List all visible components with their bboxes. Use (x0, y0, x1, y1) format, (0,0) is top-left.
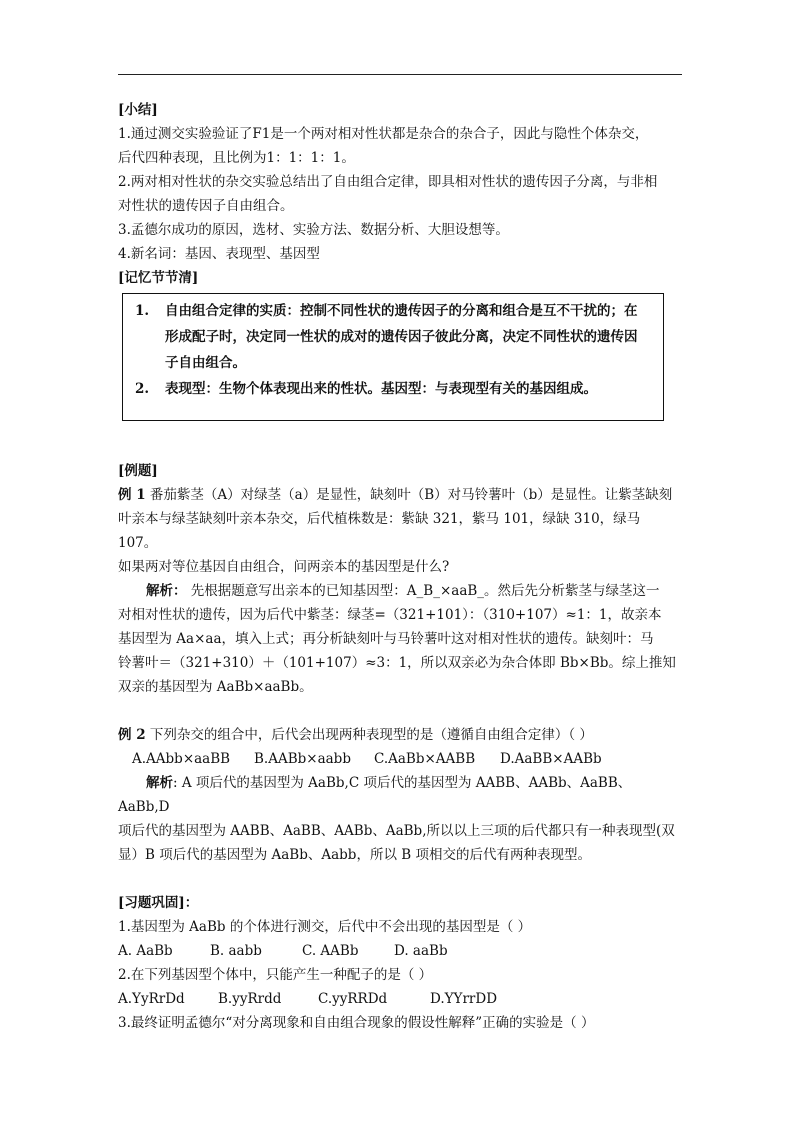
example2-option: C.AaBb×AABB (374, 751, 476, 767)
example1-line: 叶亲本与绿茎缺刻叶亲本杂交，后代植株数是：紫缺 321，紫马 101，绿缺 310，绿马 107。 (118, 511, 641, 551)
example2-analysis-line: 显）B 项后代的基因型为 AaBb、Aabb，所以 B 项相交的后代有两种表现型。 (118, 847, 591, 863)
example2-analysis-line (118, 771, 682, 819)
examples-heading: [例题] (118, 463, 158, 479)
example1-line (118, 483, 682, 507)
memory-line: 子自由组合。 (165, 355, 246, 371)
exercise1-options (118, 939, 682, 963)
example1-analysis-label: 解析： (146, 583, 187, 599)
exercise-option: D. aaBb (394, 943, 448, 959)
example1-analysis-line (118, 579, 682, 603)
example2-option: B.AABb×aabb (254, 751, 351, 767)
example2-label: 例 2 (118, 727, 146, 743)
example1-analysis-line: 双亲的基因型为 AaBb×aaBb。 (118, 679, 313, 695)
spacer (118, 867, 682, 891)
exercise-option: D.YYrrDD (430, 991, 498, 1007)
example1-label: 例 1 (118, 487, 146, 503)
example1-analysis-line: 基因型为 Aa×aa，填入上式；再分析缺刻叶与马铃薯叶这对相对性状的遗传。缺刻叶：马 (118, 631, 654, 647)
exercise2-options (118, 987, 682, 1011)
memory-item (131, 376, 655, 402)
example1-analysis-line: 铃薯叶＝（321+310）＋（101+107）≈3：1，所以双亲必为杂合体即 Bb×Bb。综上推知 (118, 655, 676, 671)
example2-analysis-text: : A 项后代的基因型为 AaBb,C 项后代的基因型为 AABB、AABb、AaBB、AaBb,D (118, 775, 632, 815)
exercises-heading: [习题巩固]： (118, 895, 199, 911)
memory-item (131, 298, 655, 376)
examples-section (118, 459, 682, 867)
example1-analysis-line: 对相对性状的遗传，因为后代中紫茎：绿茎=（321+101）：（310+107）≈1：1，故亲本 (118, 607, 662, 623)
memory-section (118, 266, 682, 421)
summary-section (118, 98, 682, 266)
exercise-question: 3.最终证明孟德尔“对分离现象和自由组合现象的假设性解释”正确的实验是（ ） (118, 1015, 595, 1031)
memory-line: 自由组合定律的实质：控制不同性状的遗传因子的分离和组合是互不干扰的；在 (165, 303, 638, 319)
spacer (118, 699, 682, 723)
example1-text: 番茄紫茎（A）对绿茎（a）是显性，缺刻叶（B）对马铃薯叶（b）是显性。让紫茎缺刻 (149, 487, 673, 503)
header-rule (118, 74, 682, 75)
example1-analysis-text: 先根据题意写出亲本的已知基因型：A_B_×aaB_。然后先分析紫茎与绿茎这一 (186, 583, 660, 599)
memory-item-text (165, 298, 655, 376)
summary-line: 后代四种表现，且比例为1：1：1：1。 (118, 150, 355, 166)
memory-item-number: 2. (135, 381, 150, 397)
exercise-option: B.yyRrdd (218, 991, 282, 1007)
summary-line: 3.孟德尔成功的原因，选材、实验方法、数据分析、大胆设想等。 (118, 222, 509, 238)
memory-box (122, 293, 664, 421)
memory-item-text (165, 376, 655, 402)
exercise-option: A. AaBb (118, 943, 173, 959)
summary-line: 2.两对相对性状的杂交实验总结出了自由组合定律，即具相对性状的遗传因子分离，与非相 (118, 174, 658, 190)
example1-line: 如果两对等位基因自由组合，问两亲本的基因型是什么? (118, 559, 450, 575)
exercise-question: 1.基因型为 AaBb 的个体进行测交，后代中不会出现的基因型是（ ） (118, 919, 532, 935)
memory-line: 形成配子时，决定同一性状的成对的遗传因子彼此分离，决定不同性状的遗传因 (165, 329, 638, 345)
example2-option: D.AaBB×AABb (500, 751, 602, 767)
example2-analysis-label: 解析 (146, 775, 173, 791)
exercise-option: C. AABb (302, 943, 359, 959)
content (118, 98, 682, 1035)
summary-line: 对性状的遗传因子自由组合。 (118, 198, 294, 214)
example2-options (118, 747, 682, 771)
exercise-option: A.YyRrDd (118, 991, 185, 1007)
memory-heading: [记忆节节清] (118, 270, 199, 286)
memory-item-number: 1. (135, 303, 150, 319)
exercise-option: C.yyRRDd (318, 991, 388, 1007)
summary-heading: [小结] (118, 102, 158, 118)
summary-line: 1.通过测交实验验证了F1是一个两对相对性状都是杂合的杂合子，因此与隐性个体杂交， (118, 126, 649, 142)
exercise-question: 2.在下列基因型个体中，只能产生一种配子的是（ ） (118, 967, 433, 983)
example2-option: A.AAbb×aaBB (132, 751, 231, 767)
spacer (118, 421, 682, 459)
example2-line (118, 723, 682, 747)
exercises-section (118, 891, 682, 1035)
exercise-option: B. aabb (210, 943, 262, 959)
memory-line: 表现型：生物个体表现出来的性状。基因型：与表现型有关的基因组成。 (165, 381, 597, 397)
example2-question: 下列杂交的组合中，后代会出现两种表现型的是（遵循自由组合定律）（ ） (149, 727, 593, 743)
example2-analysis-line: 项后代的基因型为 AABB、AaBB、AABb、AaBb,所以以上三项的后代都只有一种表现型(双 (118, 823, 675, 839)
summary-line: 4.新名词：基因、表现型、基因型 (118, 246, 320, 262)
